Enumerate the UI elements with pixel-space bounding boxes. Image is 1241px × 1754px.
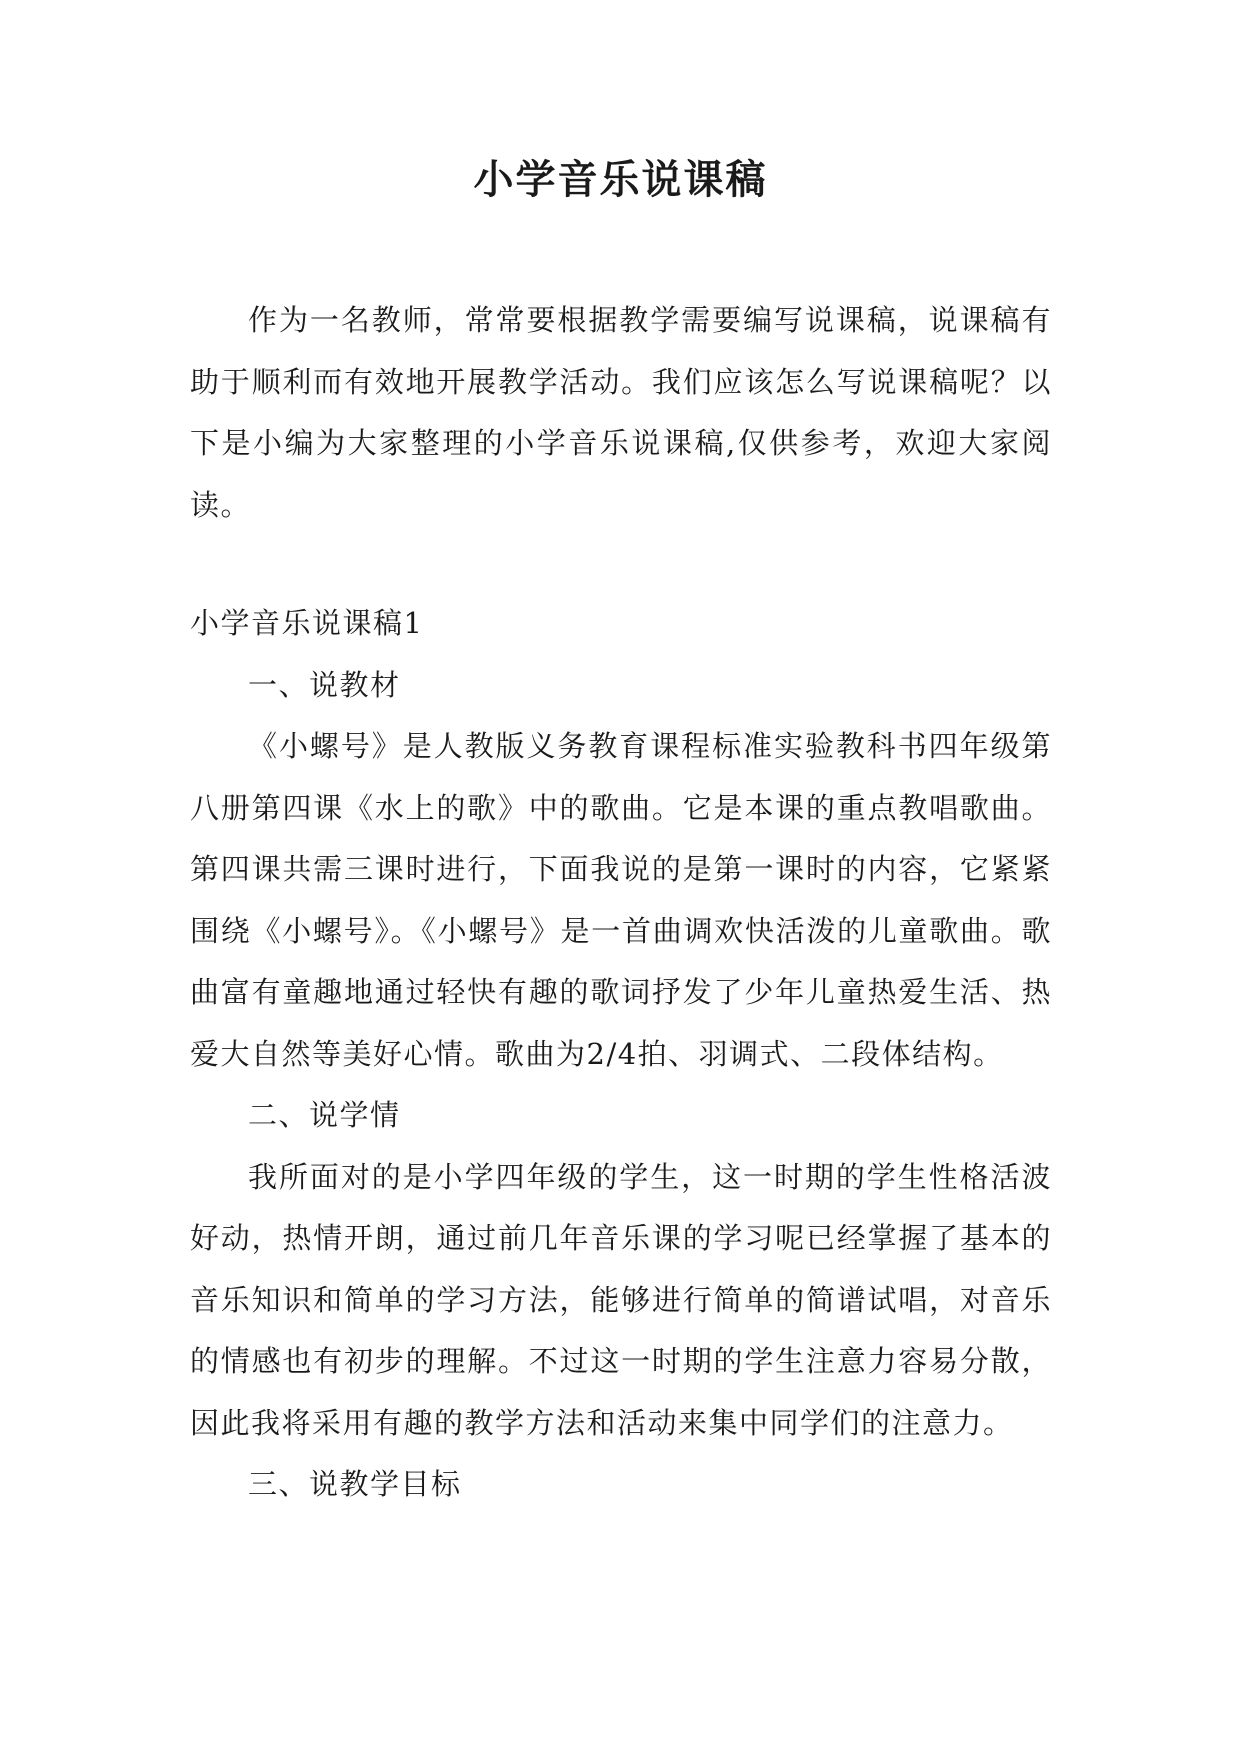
intro-paragraph: 作为一名教师，常常要根据教学需要编写说课稿，说课稿有助于顺利而有效地开展教学活动。我们应该怎么写说课稿呢？以下是小编为大家整理的小学音乐说课稿,仅供参考，欢迎大家阅读。 [190,303,1052,522]
section-heading-students: 二、说学情 [248,1098,401,1132]
section-title: 小学音乐说课稿1 [190,606,424,640]
section-heading-textbook: 一、说教材 [248,667,401,702]
document-body [190,290,1052,1516]
document-title: 小学音乐说课稿 [473,157,768,203]
students-paragraph: 我所面对的是小学四年级的学生，这一时期的学生性格活波好动，热情开朗，通过前几年音乐课的学习呢已经掌握了基本的音乐知识和简单的学习方法，能够进行简单的简谱试唱，对音乐的情感也有初步的理解。不过这一时期的学生注意力容易分散，因此我将采用有趣的教学方法和活动来集中同学们的注意力。 [190,1159,1052,1440]
section-heading-objectives: 三、说教学目标 [248,1467,462,1501]
textbook-paragraph: 《小螺号》是人教版义务教育课程标准实验教科书四年级第八册第四课《水上的歌》中的歌曲。它是本课的重点教唱歌曲。第四课共需三课时进行，下面我说的是第一课时的内容，它紧紧围绕《小螺号》。《小螺号》是一首曲调欢快活泼的儿童歌曲。歌曲富有童趣地通过轻快有趣的歌词抒发了少年儿童热爱生活、热爱大自然等美好心情。歌曲为2/4拍、羽调式、二段体结构。 [190,729,1052,1071]
paragraph-spacer [190,536,1052,593]
